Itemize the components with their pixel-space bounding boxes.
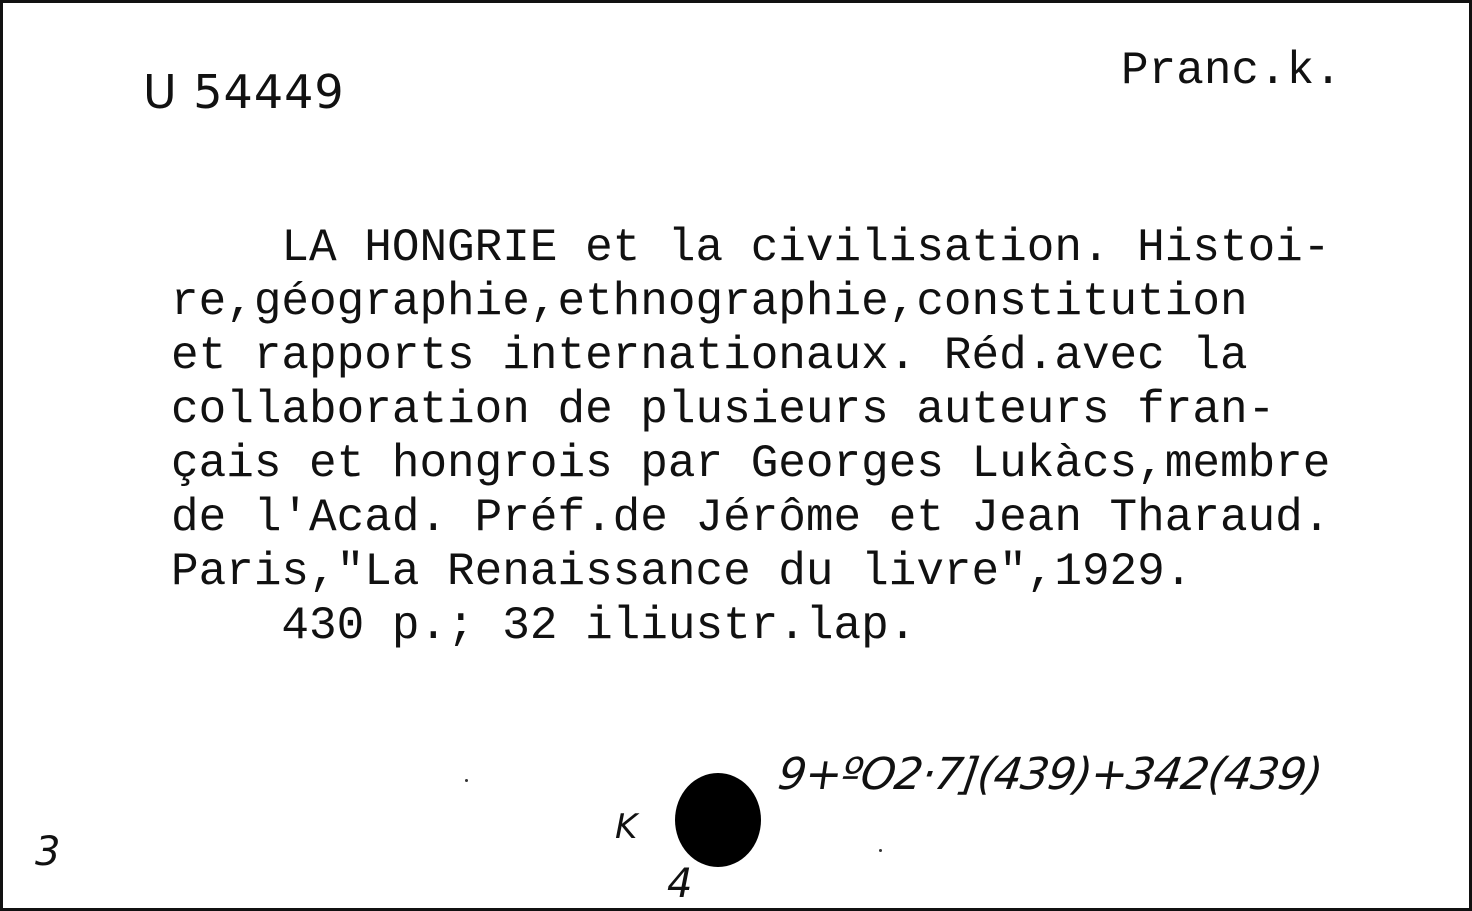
entry-line: de l'Acad. Préf.de Jérôme et Jean Tharaud. — [171, 492, 1331, 544]
entry-line: LA HONGRIE et la civilisation. Histoi- — [171, 222, 1331, 274]
entry-line: 430 p.; 32 iliustr.lap. — [171, 600, 917, 652]
location-mark: Pranc.k. — [1121, 45, 1342, 97]
entry-line: et rapports internationaux. Réd.avec la — [171, 330, 1248, 382]
entry-line: çais et hongrois par Georges Lukàcs,membre — [171, 438, 1331, 490]
ink-speck — [465, 779, 468, 782]
punch-hole — [675, 773, 761, 867]
entry-line: Paris,"La Renaissance du livre",1929. — [171, 546, 1193, 598]
handwritten-number-mark: 4 — [667, 861, 693, 907]
handwritten-left-mark: 3 — [35, 829, 61, 875]
ink-speck — [879, 849, 882, 852]
handwritten-classification: 9+ºO2·7](439)+342(439) — [775, 749, 1326, 800]
bibliographic-entry — [171, 221, 1330, 653]
handwritten-k-mark: K — [615, 807, 638, 847]
call-number: U 54449 — [143, 65, 345, 119]
entry-line: re,géographie,ethnographie,constitution — [171, 276, 1248, 328]
entry-line: collaboration de plusieurs auteurs fran- — [171, 384, 1276, 436]
